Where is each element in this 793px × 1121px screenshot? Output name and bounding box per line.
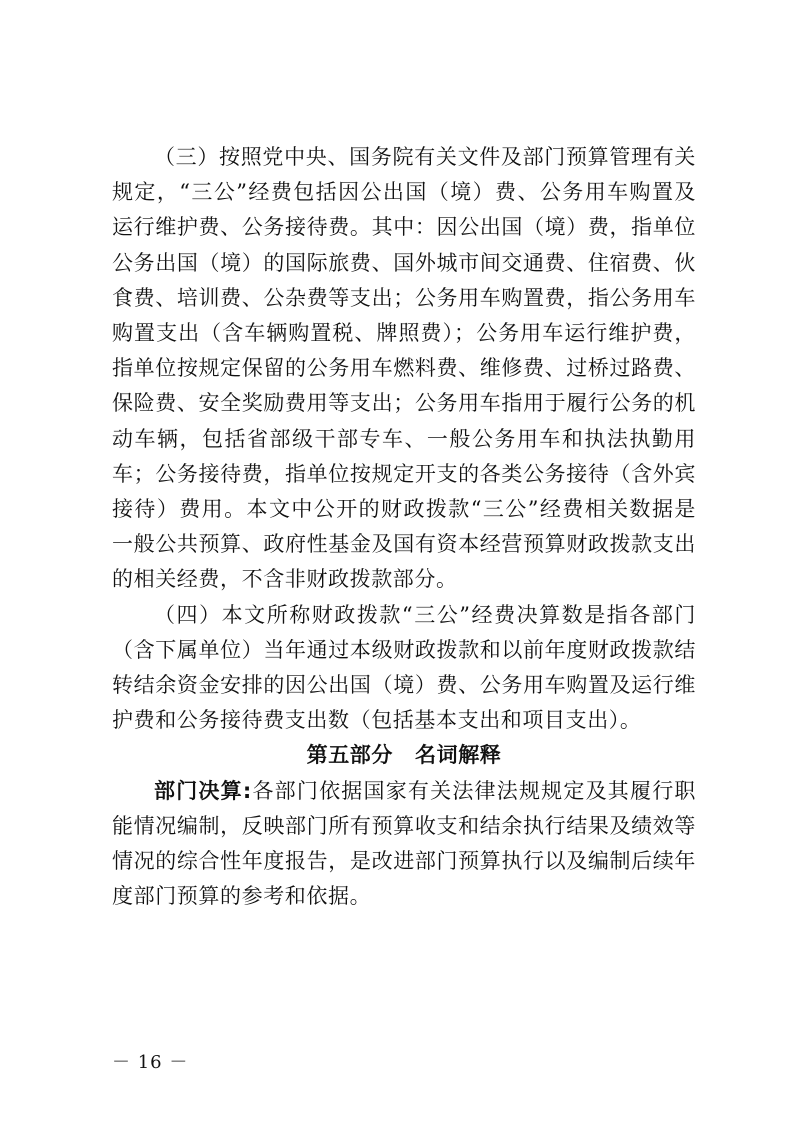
term-label: 部门决算: — [154, 778, 252, 803]
page-content — [112, 140, 696, 914]
term-definition-paragraph — [112, 774, 696, 915]
section-part-label: 第五部分 — [306, 743, 393, 768]
term-definition-text: 各部门依据国家有关法律法规规定及其履行职能情况编制，反映部门所有预算收支和结余执行结果及绩效等情况的综合性年度报告，是改进部门预算执行以及编制后续年度部门预算的参考和依据。 — [112, 778, 697, 909]
section-heading — [112, 738, 696, 773]
paragraph-final-accounts-definition: （四）本文所称财政拨款“三公”经费决算数是指各部门（含下属单位）当年通过本级财政拨款和以前年度财政拨款结转结余资金安排的因公出国（境）费、公务用车购置及运行维护费和公务接待费支出数（包括基本支出和项目支出）。 — [112, 602, 696, 733]
paragraph-three-public-expenses: （三）按照党中央、国务院有关文件及部门预算管理有关规定，“三公”经费包括因公出国（境）费、公务用车购置及运行维护费、公务接待费。其中：因公出国（境）费，指单位公务出国（境）的国际旅费、国外城市间交通费、住宿费、伙食费、培训费、公杂费等支出；公务用车购置费，指公务用车购置支出（含车辆购置税、牌照费）；公务用车运行维护费，指单位按规定保留的公务用车燃料费、维修费、过桥过路费、保险费、安全奖励费用等支出；公务用车指用于履行公务的机动车辆，包括省部级干部专车、一般公务用车和执法执勤用车；公务接待费，指单位按规定开支的各类公务接待（含外宾接待）费用。本文中公开的财政拨款“三公”经费相关数据是一般公共预算、政府性基金及国有资本经营预算财政拨款支出的相关经费，不含非财政拨款部分。 — [112, 145, 696, 592]
page-number: － 16 － — [112, 1052, 189, 1073]
section-title: 名词解释 — [415, 743, 502, 768]
